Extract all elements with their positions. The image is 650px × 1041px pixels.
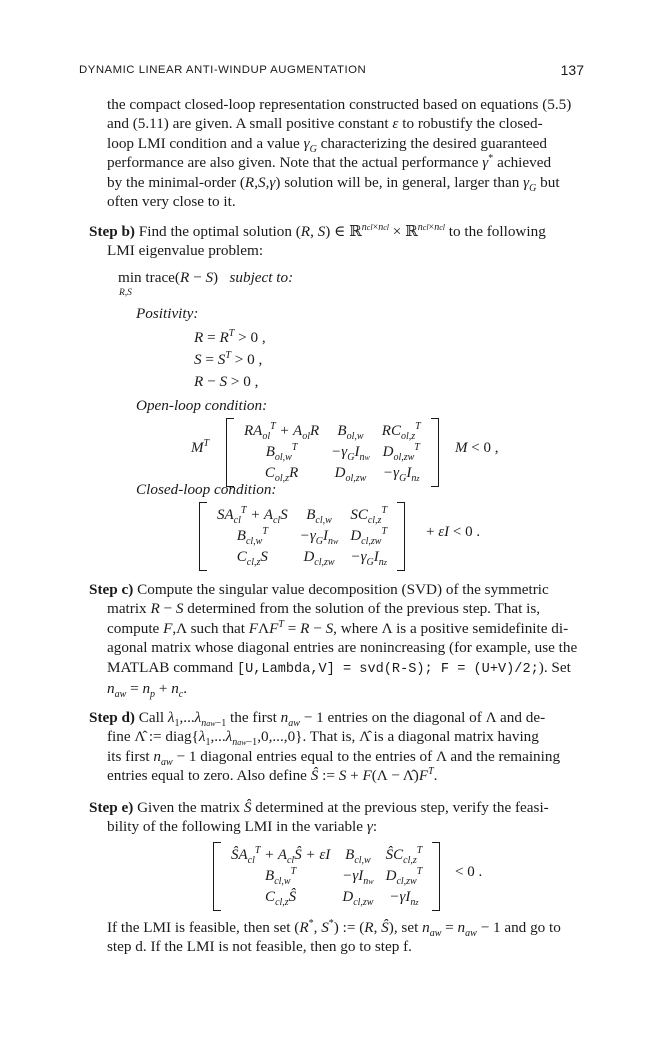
- matrix-cell: $-\gamma_GI_{nz}$: [383, 465, 420, 484]
- closed-loop-suffix: + εI < 0 .: [426, 524, 481, 540]
- matrix-cell: $C_{ol,z}R$: [264, 465, 299, 484]
- running-title: DYNAMIC LINEAR ANTI-WINDUP AUGMENTATION: [79, 64, 367, 76]
- matlab-code: [U,Lambda,V] = svd(R-S); F = (U+V)/2;: [236, 661, 539, 677]
- matrix-cell: $D_{ol,zw}$: [334, 465, 367, 484]
- matrix-cell: $C_{cl,z}S$: [236, 549, 268, 568]
- step-c-line: MATLAB command [U,Lambda,V] = svd(R-S); F = (U+V)/2;). Set: [107, 658, 571, 677]
- matrix-cell: $D_{cl,zw}$: [303, 549, 335, 568]
- objective-subscript: R,S: [119, 288, 132, 298]
- open-loop-prefix: $M^T$: [191, 438, 210, 456]
- matrix-cell: $D_{cl,zw}^T$: [350, 526, 388, 547]
- step-e-closing-line: step d. If the LMI is not feasible, then go to step f.: [107, 938, 412, 956]
- matrix-cell: $C_{cl,z}Ŝ$: [265, 889, 297, 908]
- matrix-cell: $SA_{cl}^T + A_{cl}S$: [217, 505, 288, 526]
- matrix-cell: $-\gamma_GI_{nw}$: [299, 528, 339, 547]
- intro-line: loop LMI condition and a value $\gamma_G$ characterizing the desired guaranteed: [107, 134, 548, 155]
- step-e-label: Step e): [89, 799, 134, 816]
- intro-line: the compact closed-loop representation constructed based on equations (5.5): [107, 96, 572, 113]
- step-b: [89, 222, 587, 261]
- matrix-cell: $-\gamma I_{nw}$: [342, 868, 374, 887]
- open-loop-suffix: M < 0 ,: [455, 440, 499, 456]
- matrix-cell: $RC_{ol,z}^T$: [381, 421, 421, 442]
- objective: min trace(R − S) subject to:: [118, 269, 294, 286]
- subject-to-label: subject to:: [229, 269, 294, 286]
- step-e-closing: [89, 918, 587, 957]
- intro-line: and (5.11) are given. A small positive constant ε to robustify the closed-: [107, 115, 543, 133]
- step-b-line: LMI eigenvalue problem:: [107, 242, 264, 260]
- positivity-eq-1: $R = R^T > 0$ ,: [194, 327, 266, 346]
- step-d-line: Step d) Call $\lambda_1,...\lambda_{naw-1}$ the first $n_{aw} - 1$ entries on the diagonal of Λ and de-: [89, 709, 546, 730]
- open-loop-matrix: [226, 418, 439, 487]
- matrix-cell: $D_{cl,zw}^T$: [385, 866, 423, 887]
- closed-loop-label: Closed-loop condition:: [136, 481, 277, 498]
- step-d-line: its first $n_{aw} - 1$ diagonal entries equal to the entries of Λ and the remaining: [107, 747, 561, 768]
- intro-paragraph: [107, 95, 587, 211]
- positivity-label: Positivity:: [136, 305, 199, 322]
- step-c-line: compute F,Λ such that $F\Lambda F^T = R - S$, where Λ is a positive semidefinite di-: [107, 618, 569, 637]
- step-d-label: Step d): [89, 709, 135, 726]
- matrix-cell: $B_{cl,w}$: [345, 847, 371, 866]
- lmi-matrix: [213, 842, 440, 911]
- matrix-cell: $ŜC_{cl,z}^T$: [385, 845, 423, 866]
- step-c-label: Step c): [89, 581, 134, 598]
- matrix-cell: $SC_{cl,z}^T$: [350, 505, 388, 526]
- matrix-cell: $B_{ol,w}^T$: [265, 442, 298, 463]
- lmi-suffix: < 0 .: [455, 864, 483, 880]
- intro-line: often very close to it.: [107, 193, 236, 211]
- page-number: 137: [560, 62, 584, 78]
- matrix-cell: $B_{cl,w}$: [306, 507, 332, 526]
- matrix-cell: $-\gamma_GI_{nw}$: [331, 444, 370, 463]
- step-c-line: agonal matrix whose diagonal entries are nonincreasing (for example, use the: [107, 639, 578, 657]
- step-e-closing-line: If the LMI is feasible, then set (R*, S*) := (R, Ŝ), set $n_{aw} = n_{aw} - 1$ and go to: [107, 917, 561, 940]
- matrix-cell: $-\gamma_GI_{nz}$: [350, 549, 387, 568]
- matrix-cell: $ŜA_{cl}^T$ + $A_{cl}Ŝ + \varepsilon I$: [231, 845, 331, 866]
- step-e-line: bility of the following LMI in the variable γ:: [107, 818, 378, 836]
- matrix-cell: $-\gamma I_{nz}$: [389, 889, 419, 908]
- matrix-cell: $D_{cl,zw}$: [342, 889, 374, 908]
- step-c: [89, 580, 587, 701]
- running-head: [79, 62, 584, 82]
- matrix-cell: $RA_{ol}^T + A_{ol}R$: [244, 421, 320, 442]
- step-c-line: matrix R − S determined from the solution of the previous step. That is,: [107, 600, 541, 618]
- positivity-eq-3: R − S > 0 ,: [194, 373, 259, 390]
- intro-line: by the minimal-order (R,S,γ) solution will be, in general, larger than $\gamma_G$ but: [107, 173, 560, 194]
- step-e: [89, 798, 587, 837]
- intro-line: performance are also given. Note that the actual performance γ* achieved: [107, 153, 552, 172]
- positivity-eq-2: $S = S^T > 0$ ,: [194, 349, 263, 368]
- step-d-line: entries equal to zero. Also define Ŝ := $S + F(\Lambda - \Lambdâ)F^T$.: [107, 766, 438, 785]
- open-loop-label: Open-loop condition:: [136, 397, 268, 414]
- closed-loop-matrix: [199, 502, 405, 571]
- matrix-cell: $B_{cl,w}^T$: [265, 866, 297, 887]
- step-d-line: fine Λ̂ := $diag\{\lambda_1,...\lambda_{naw-1},0,...,0\}$. That is, Λ̂ is a diagonal matrix having: [107, 728, 539, 749]
- step-b-label: Step b): [89, 223, 135, 240]
- matrix-cell: $B_{cl,w}^T$: [236, 526, 268, 547]
- step-e-line: Step e) Given the matrix Ŝ determined at the previous step, verify the feasi-: [89, 799, 549, 816]
- step-c-line: Step c) Compute the singular value decomposition (SVD) of the symmetric: [89, 581, 549, 598]
- step-d: [89, 708, 587, 786]
- matrix-cell: $B_{ol,w}$: [337, 423, 364, 442]
- matrix-cell: $D_{ol,zw}^T$: [382, 442, 420, 463]
- step-c-line: $n_{aw} = n_p + n_c$.: [107, 680, 188, 701]
- step-b-line: Step b) Find the optimal solution (R, S) ∈ ℝ$^{ncl\times ncl}$ × ℝ$^{ncl\times ncl}$ to the following: [89, 221, 546, 240]
